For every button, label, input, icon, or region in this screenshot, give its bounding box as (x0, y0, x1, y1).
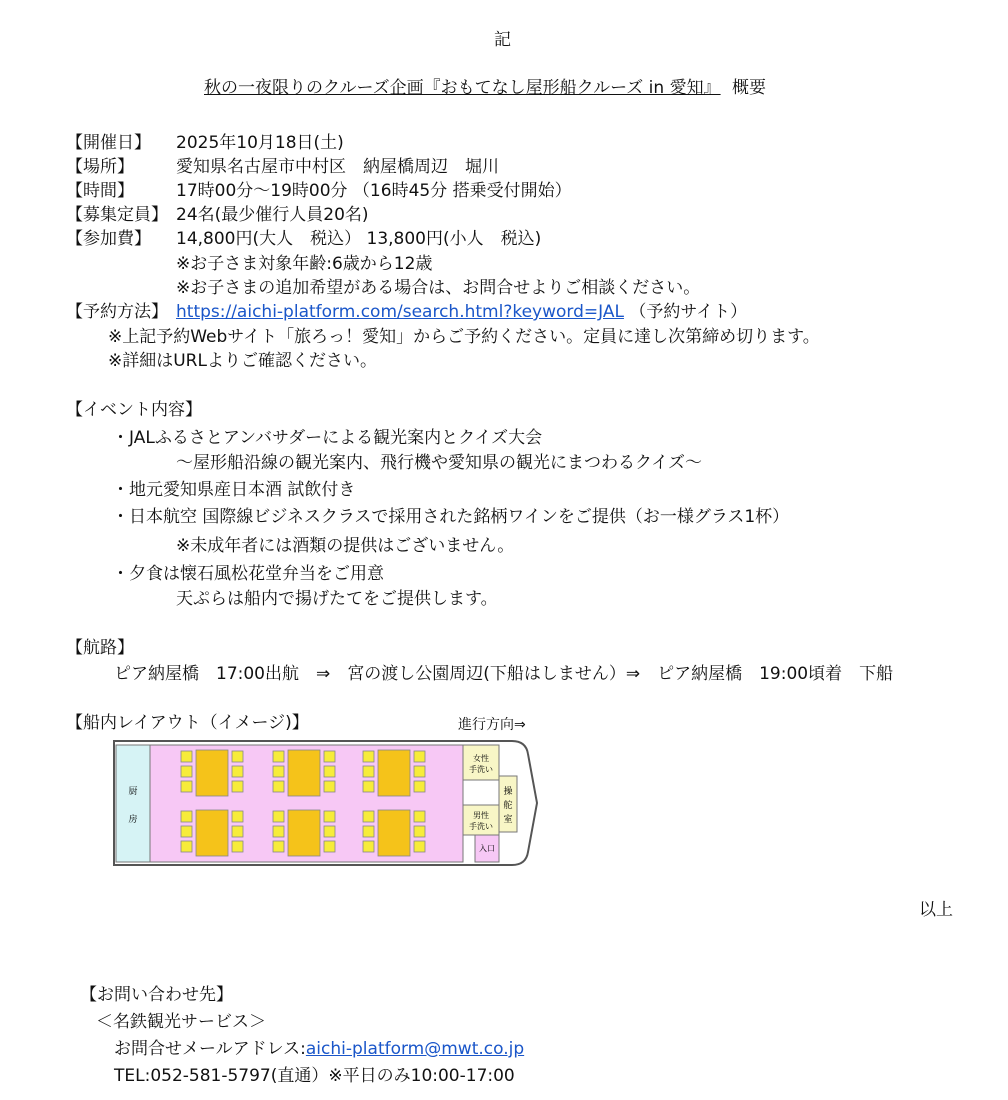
seat (232, 811, 243, 822)
seat (363, 766, 374, 777)
helm-label-3: 室 (503, 815, 513, 825)
reservation-note-site: ※上記予約Webサイト「旅ろっ！愛知」からご予約ください。定員に達し次第締め切ります。 (108, 327, 820, 347)
route-text: ピア納屋橋 17:00出航 ⇒ 宮の渡し公園周辺(下船はしません）⇒ ピア納屋橋 19:00頃着 下船 (114, 664, 894, 684)
seat (363, 841, 374, 852)
events-heading: 【イベント内容】 (66, 400, 202, 420)
contact-company: ＜名鉄観光サービス＞ (96, 1012, 266, 1032)
page-title (204, 76, 766, 100)
event-item: ・JALふるさとアンバサダーによる観光案内とクイズ大会 (112, 428, 543, 448)
seat (363, 751, 374, 762)
table (378, 810, 410, 856)
seat (232, 781, 243, 792)
event-item: ・地元愛知県産日本酒 試飲付き (112, 480, 356, 500)
seat (181, 751, 192, 762)
info-value-time: 17時00分～19時00分 （16時45分 搭乗受付開始） (176, 181, 572, 201)
info-label-date: 【開催日】 (66, 133, 151, 153)
event-subline: ※未成年者には酒類の提供はございません。 (176, 536, 515, 556)
contact-tel: TEL:052-581-5797(直通）※平日のみ10:00-17:00 (114, 1066, 515, 1086)
info-value-place: 愛知県名古屋市中村区 納屋橋周辺 堀川 (176, 157, 499, 177)
direction-label: 進行方向⇒ (458, 717, 526, 733)
seat (363, 826, 374, 837)
kitchen-label-2: 房 (128, 815, 138, 825)
seat (414, 766, 425, 777)
seat (273, 766, 284, 777)
fee-note-extra: ※お子さまの追加希望がある場合は、お問合せよりご相談ください。 (176, 278, 701, 298)
helm-label-2: 舵 (503, 801, 513, 811)
info-value-fee: 14,800円(大人 税込） 13,800円(小人 税込) (176, 229, 542, 249)
seat (324, 781, 335, 792)
entrance-label: 入口 (479, 844, 495, 853)
info-label-fee: 【参加費】 (66, 229, 151, 249)
info-value-capacity: 24名(最少催行人員20名) (176, 205, 369, 225)
seat (181, 766, 192, 777)
toilet-women-label-1: 女性 (473, 754, 489, 763)
seat (273, 751, 284, 762)
seat (232, 751, 243, 762)
seat (181, 811, 192, 822)
seat (324, 826, 335, 837)
seat (273, 826, 284, 837)
kitchen-label-1: 厨 (128, 787, 138, 797)
reservation-line (176, 300, 747, 324)
seat (363, 781, 374, 792)
seat (414, 841, 425, 852)
contact-email-link[interactable]: aichi-platform@mwt.co.jp (305, 1039, 525, 1059)
seat (232, 826, 243, 837)
kitchen-area (116, 745, 150, 862)
event-item: ・日本航空 国際線ビジネスクラスで採用された銘柄ワインをご提供（お一様グラス1杯） (112, 507, 790, 527)
seat (181, 781, 192, 792)
seat (273, 811, 284, 822)
seat (324, 751, 335, 762)
seat (181, 826, 192, 837)
seat (273, 841, 284, 852)
table (288, 750, 320, 796)
event-subline: 天ぷらは船内で揚げたてをご提供します。 (176, 589, 498, 609)
fee-note-age: ※お子さま対象年齢:6歳から12歳 (176, 254, 433, 274)
page-title-suffix: 概要 (732, 78, 766, 98)
seat (414, 811, 425, 822)
info-label-place: 【場所】 (66, 157, 134, 177)
page-title-main: 秋の一夜限りのクルーズ企画『おもてなし屋形船クルーズ in 愛知』 (204, 78, 721, 98)
reservation-note-details: ※詳細はURLよりご確認ください。 (108, 351, 377, 371)
layout-heading: 【船内レイアウト（イメージ)】 (66, 713, 309, 733)
toilet-men-label-2: 手洗い (469, 822, 493, 831)
boat-layout-diagram (110, 738, 540, 868)
info-value-date: 2025年10月18日(土) (176, 133, 344, 153)
table (196, 750, 228, 796)
route-heading: 【航路】 (66, 638, 134, 658)
seat (414, 751, 425, 762)
ki-mark: 記 (494, 30, 511, 50)
seat (324, 766, 335, 777)
contact-email-label: お問合せメールアドレス: (114, 1039, 306, 1059)
seat (273, 781, 284, 792)
seat (324, 811, 335, 822)
table (288, 810, 320, 856)
contact-heading: 【お問い合わせ先】 (80, 985, 233, 1005)
seat (181, 841, 192, 852)
contact-email-line (114, 1037, 524, 1061)
ijou-mark: 以上 (919, 900, 953, 920)
event-subline: ～屋形船沿線の観光案内、飛行機や愛知県の観光にまつわるクイズ～ (176, 453, 702, 473)
info-label-time: 【時間】 (66, 181, 134, 201)
seat (414, 826, 425, 837)
event-item: ・夕食は懐石風松花堂弁当をご用意 (112, 564, 384, 584)
helm-label-1: 操 (503, 787, 513, 797)
seat (232, 766, 243, 777)
seat (414, 781, 425, 792)
table (196, 810, 228, 856)
toilet-women-label-2: 手洗い (469, 765, 493, 774)
seat (363, 811, 374, 822)
reservation-link-suffix: （予約サイト） (629, 302, 748, 322)
corridor (463, 780, 499, 805)
toilet-men-label-1: 男性 (473, 811, 489, 820)
reservation-label: 【予約方法】 (66, 302, 168, 322)
table (378, 750, 410, 796)
info-label-capacity: 【募集定員】 (66, 205, 168, 225)
reservation-link[interactable]: https://aichi-platform.com/search.html?keyword=JAL (176, 302, 624, 322)
seat (324, 841, 335, 852)
seat (232, 841, 243, 852)
